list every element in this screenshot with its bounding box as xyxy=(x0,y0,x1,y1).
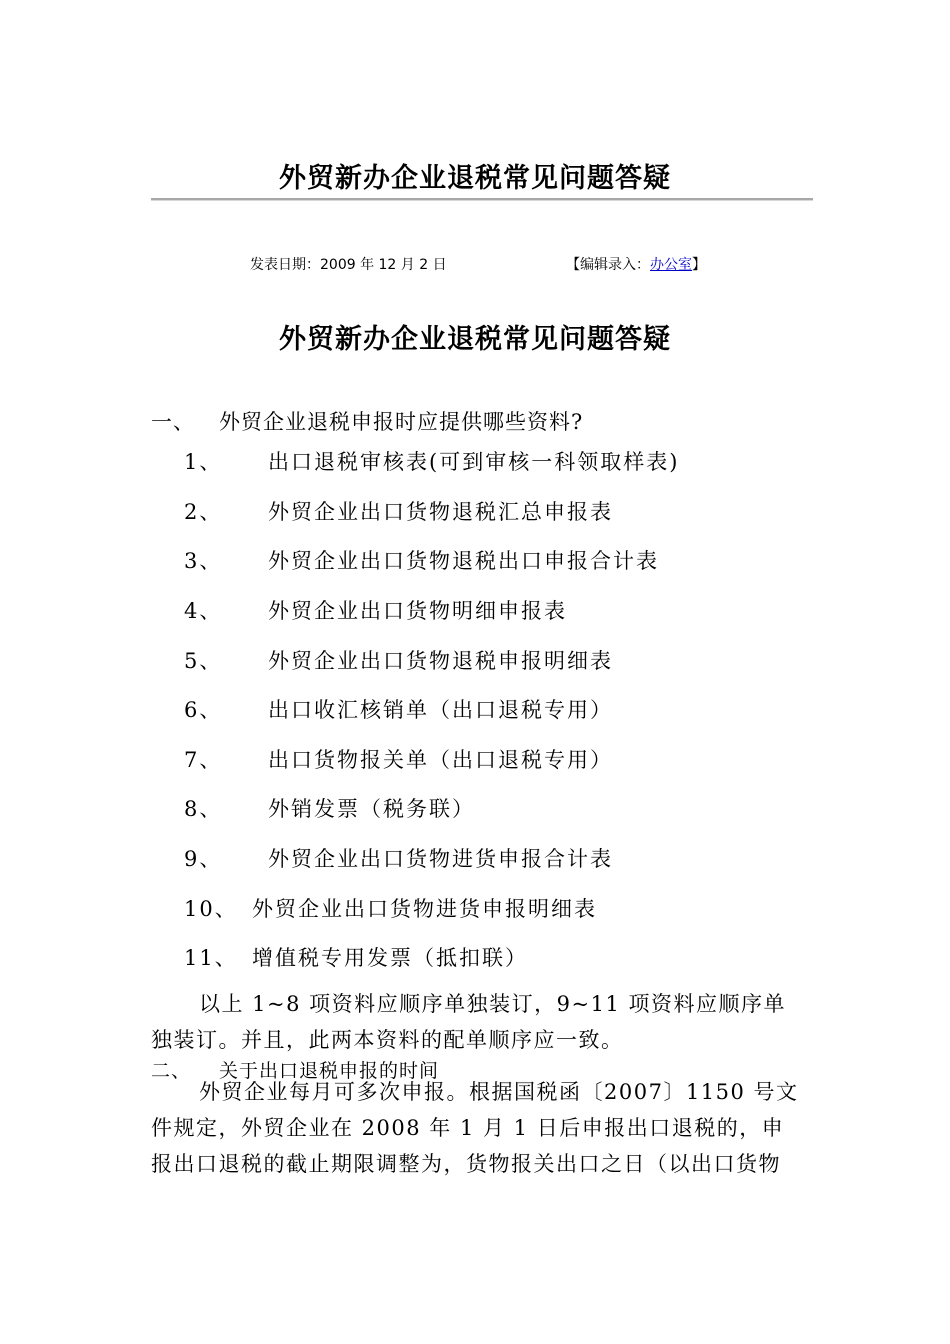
article-heading: 外贸新办企业退税常见问题答疑 xyxy=(279,324,671,355)
list-item-text: 外贸企业出口货物退税汇总申报表 xyxy=(268,500,613,524)
list-item-number: 10、 xyxy=(184,897,238,921)
list-item-text: 出口货物报关单（出口退税专用） xyxy=(268,748,613,772)
list-item xyxy=(184,446,679,476)
editor-suffix: 】 xyxy=(692,257,706,273)
list-item-number: 2、 xyxy=(184,500,223,524)
list-item-text: 外贸企业出口货物进货申报明细表 xyxy=(252,897,597,921)
list-item-text: 出口收汇核销单（出口退税专用） xyxy=(268,698,613,722)
list-item-number: 9、 xyxy=(184,847,223,871)
section-2-title: 关于出口退税申报的时间 xyxy=(219,1060,440,1082)
list-item xyxy=(184,694,613,724)
editor-prefix: 【编辑录入： xyxy=(566,257,650,273)
list-item-number: 7、 xyxy=(184,748,223,772)
list-item xyxy=(184,645,613,675)
list-item-text: 出口退税审核表(可到审核一科领取样表) xyxy=(268,450,680,474)
list-item-text: 外贸企业出口货物明细申报表 xyxy=(268,599,567,623)
editor-link[interactable]: 办公室 xyxy=(650,257,692,273)
list-item-number: 3、 xyxy=(184,549,223,573)
list-item-text: 外销发票（税务联） xyxy=(268,797,475,821)
title-divider xyxy=(151,198,813,201)
section-2-paragraph: 外贸企业每月可多次申报。根据国税函〔2007〕1150 号文件规定，外贸企业在 2008 年 1 月 1 日后申报出口退税的，申报出口退税的截止期限调整为，货物报关出口之日（以出口货物 xyxy=(151,1080,799,1176)
list-item xyxy=(184,843,613,873)
editor-info xyxy=(566,254,706,274)
section-1-heading xyxy=(151,406,583,436)
section-1-label: 一、 xyxy=(151,410,195,434)
list-item xyxy=(184,744,613,774)
list-item xyxy=(184,793,475,823)
page-title: 外贸新办企业退税常见问题答疑 xyxy=(279,163,671,194)
binding-note: 以上 1~8 项资料应顺序单独装订，9~11 项资料应顺序单独装订。并且，此两本资料的配单顺序应一致。 xyxy=(151,992,787,1052)
list-item xyxy=(184,545,659,575)
list-item-text: 外贸企业出口货物进货申报合计表 xyxy=(268,847,613,871)
list-item-text: 外贸企业出口货物退税申报明细表 xyxy=(268,649,613,673)
list-item xyxy=(184,893,597,923)
list-item-number: 1、 xyxy=(184,450,223,474)
section-2-label: 二、 xyxy=(151,1060,192,1082)
list-item-number: 11、 xyxy=(184,946,238,970)
list-item-number: 6、 xyxy=(184,698,223,722)
list-item-text: 增值税专用发票（抵扣联） xyxy=(252,946,528,970)
list-item xyxy=(184,496,613,526)
list-item-number: 4、 xyxy=(184,599,223,623)
section-1-title: 外贸企业退税申报时应提供哪些资料? xyxy=(219,410,584,434)
publish-date: 发表日期：2009 年 12 月 2 日 xyxy=(250,257,447,273)
list-item-text: 外贸企业出口货物退税出口申报合计表 xyxy=(268,549,659,573)
list-item xyxy=(184,942,528,972)
list-item-number: 8、 xyxy=(184,797,223,821)
list-item xyxy=(184,595,567,625)
list-item-number: 5、 xyxy=(184,649,223,673)
